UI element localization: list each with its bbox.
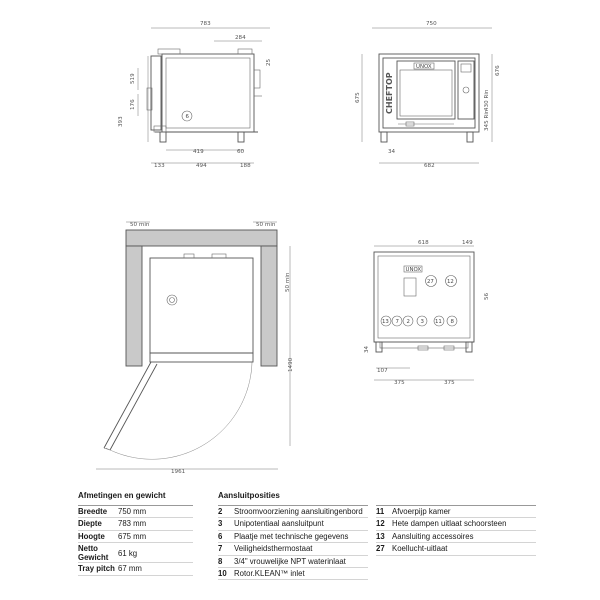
dim-front-676: 676 [495,65,501,76]
side-top-vent [158,49,180,54]
dim-rear-375-right: 375 [444,380,455,386]
dim-value: 783 mm [118,519,147,529]
top-chimney [167,295,177,305]
rear-rating-plate [404,278,416,296]
connection-num: 27 [376,544,385,554]
side-drip-tray [154,126,166,132]
callout-8-label: 8 [450,319,454,325]
top-view [96,222,294,475]
connection-row [376,543,536,555]
callout-3-label: 3 [420,319,424,325]
callout-27-label: 27 [427,279,434,285]
side-rear-outlet [254,70,260,88]
top-vent-1 [184,254,194,258]
connection-num: 13 [376,531,385,541]
front-glass-inner [400,70,452,116]
callout-12-label: 12 [447,279,454,285]
connection-row [218,518,368,530]
side-body [162,54,254,132]
dimensions-section [78,491,193,576]
top-door-open [104,362,151,448]
rear-view [364,240,490,386]
dim-row-depth [78,518,193,530]
rear-body [374,252,474,342]
connection-text: Koellucht-uitlaat [392,544,448,554]
dim-top-1490: 1490 [288,357,294,372]
rear-logo-text: UNOX [405,267,422,273]
connection-num: 12 [376,519,385,529]
front-leg-right [467,132,473,142]
rear-leg-right [466,342,472,352]
connection-row [376,518,536,530]
dim-front-675: 675 [355,92,361,103]
connection-row [218,556,368,568]
dim-side-519: 519 [130,73,136,84]
connection-row [218,531,368,543]
dim-top-50-left: 50 min [130,222,150,228]
connections-section-left [218,491,368,580]
connection-num: 3 [218,519,223,529]
wall-top [126,230,277,246]
dim-front-345: 345 Rin [484,109,490,131]
top-door-swing-arc [106,362,252,459]
dim-row-tray-pitch [78,563,193,575]
callout-7-label: 7 [395,319,399,325]
top-chimney-inner [170,298,175,303]
dim-label: Breedte [78,507,108,516]
dim-side-419: 419 [193,149,204,155]
dim-rear-56: 56 [484,292,490,300]
connection-num: 8 [218,556,223,566]
connection-num: 2 [218,507,223,516]
front-knob [463,87,469,93]
connection-row [218,568,368,580]
connection-num: 7 [218,544,223,554]
dim-row-weight [78,543,193,563]
connection-text: Rotor.KLEAN™ inlet [234,568,305,578]
dim-front-430: 430 Rin [484,89,490,111]
dim-label-line1: Netto [78,544,98,554]
side-top-chimney [238,49,252,54]
rear-leg-left [376,342,382,352]
callout-13-label: 13 [382,319,389,325]
dim-value: 675 mm [118,531,147,541]
front-leg-left [381,132,387,142]
connections-title-spacer [376,491,536,506]
dim-side-284: 284 [235,35,246,41]
callout-11-label: 11 [435,319,442,325]
wall-right [261,246,277,366]
side-leg-rear [238,132,244,142]
connection-num: 10 [218,568,227,578]
dim-label: Tray pitch [78,564,115,574]
dim-row-height [78,531,193,543]
side-leg-front [160,132,166,142]
dim-top-50-right: 50 min [256,222,276,228]
top-door-strip [150,353,253,362]
dim-side-60: 60 [237,149,245,155]
connection-text: Unipotentiaal aansluitpunt [234,519,324,529]
dim-top-50-back: 50 min [285,272,291,292]
top-vent-2 [212,254,226,258]
connection-row [218,506,368,518]
connection-row [376,531,536,543]
connection-text: Aansluiting accessoires [392,531,474,541]
connections-title: Aansluitposities [218,491,368,506]
side-door [151,56,161,130]
dim-rear-375-left: 375 [394,380,405,386]
dim-side-393: 393 [118,116,124,127]
connection-text: Hete dampen uitlaat schoorsteen [392,519,507,529]
front-control-panel [458,61,474,119]
connection-text: Afvoerpijp kamer [392,507,451,516]
dim-side-494: 494 [196,163,207,169]
wall-left [126,246,142,366]
dim-front-682: 682 [424,163,435,169]
dim-label: Diepte [78,519,102,529]
dim-side-176: 176 [130,99,136,110]
side-inner-panel [166,58,250,128]
side-view [118,21,272,169]
dim-rear-618: 618 [418,240,429,246]
front-logo-text: UNOX [416,64,432,70]
dim-top-1961: 1961 [171,469,186,475]
connection-text: Veiligheidsthermostaat [234,544,313,554]
dim-front-34: 34 [388,149,396,155]
connection-num: 11 [376,507,385,516]
connection-text: Stroomvoorziening aansluitingenbord [234,507,363,516]
dimensions-title: Afmetingen en gewicht [78,491,193,506]
dim-side-188: 188 [240,163,251,169]
rear-connection-bar [380,342,468,348]
connection-text: 3/4" vrouwelijke NPT waterinlaat [234,556,346,566]
connection-text: Plaatje met technische gegevens [234,531,349,541]
top-appliance-body [150,258,253,353]
connections-section-right [376,491,536,556]
top-door-open-edge [110,364,157,450]
dim-row-width [78,506,193,518]
connection-num: 6 [218,531,223,541]
front-brand-text: CHEFTOP [385,72,394,114]
dim-front-width: 750 [426,21,437,27]
connection-row [218,543,368,555]
dim-value: 67 mm [118,564,142,574]
dim-value: 750 mm [118,507,147,516]
dim-rear-149: 149 [462,240,473,246]
dim-label: Hoogte [78,531,105,541]
dim-rear-34: 34 [364,345,370,353]
dim-side-depth: 783 [200,21,211,27]
legend-table [78,491,548,591]
dim-rear-107: 107 [377,368,388,374]
callout-2-label: 2 [406,319,410,325]
dim-value: 61 kg [118,549,138,559]
connection-row [376,506,536,518]
front-display [461,64,471,72]
front-view [355,21,501,169]
dim-side-133: 133 [154,163,165,169]
dim-label-line2: Gewicht [78,553,109,563]
dim-side-25: 25 [266,58,272,66]
callout-6-label: 6 [185,114,189,120]
